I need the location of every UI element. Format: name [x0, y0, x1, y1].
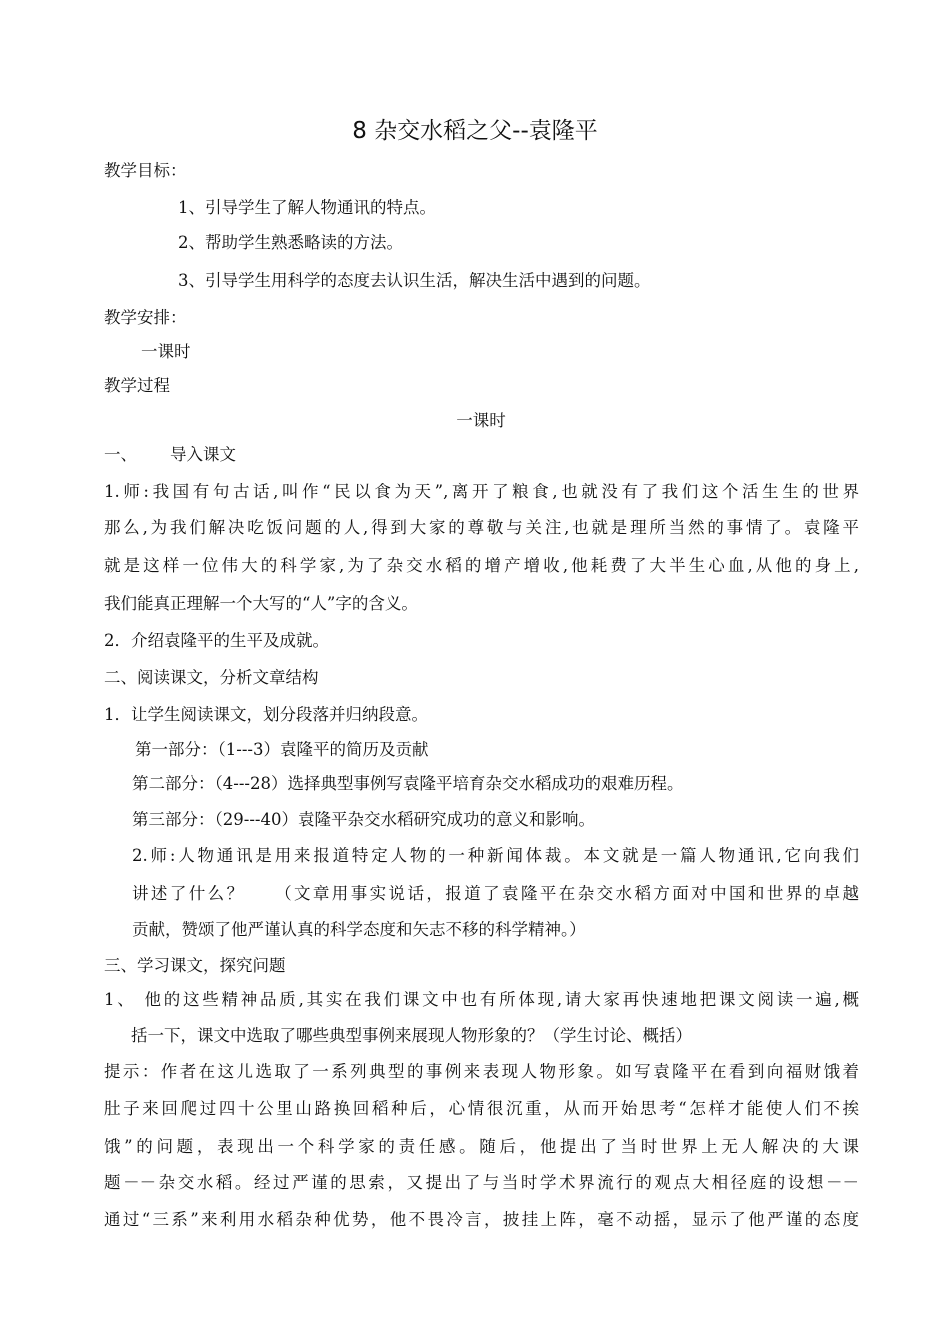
section2-item2-line: 讲述了什么？ （文章用事实说话，报道了袁隆平在杂交水稻方面对中国和世界的卓越	[132, 884, 859, 903]
section3-item1-line: 1、 他的这些精神品质,其实在我们课文中也有所体现,请大家再快速地把课文阅读一遍,概	[104, 990, 859, 1009]
section2-part: 第三部分：（29---40）袁隆平杂交水稻研究成功的意义和影响。	[132, 810, 595, 829]
section1-paragraph-line: 我们能真正理解一个大写的“人”字的含义。	[104, 594, 418, 613]
hint-line: 通过“三系”来利用水稻杂种优势，他不畏冷言，披挂上阵，毫不动摇，显示了他严谨的态度	[104, 1210, 859, 1229]
section2-item1: 1．让学生阅读课文，划分段落并归纳段意。	[104, 705, 428, 724]
section1-item2: 2．介绍袁隆平的生平及成就。	[104, 631, 329, 650]
objective-item: 1、引导学生了解人物通讯的特点。	[178, 198, 436, 217]
section2-heading: 二、阅读课文，分析文章结构	[104, 668, 319, 687]
section2-part: 第一部分：（1---3）袁隆平的简历及贡献	[135, 740, 429, 759]
document-title: 8 杂交水稻之父--袁隆平	[352, 118, 598, 144]
section1-paragraph-line: 1.师:我国有句古话,叫作“民以食为天”,离开了粮食,也就没有了我们这个活生生的世界	[104, 482, 859, 501]
arrangement-heading: 教学安排：	[104, 308, 187, 327]
lesson-label: 一课时	[456, 411, 506, 430]
section1-heading: 导入课文	[170, 445, 236, 464]
hint-line: 饿”的问题，表现出一个科学家的责任感。随后，他提出了当时世界上无人解决的大课	[104, 1137, 859, 1156]
objective-item: 2、帮助学生熟悉略读的方法。	[178, 233, 403, 252]
section3-item1-line: 括一下，课文中选取了哪些典型事例来展现人物形象的？（学生讨论、概括）	[131, 1026, 692, 1045]
arrangement-value: 一课时	[141, 342, 191, 361]
section2-part: 第二部分：（4---28）选择典型事例写袁隆平培育杂交水稻成功的艰难历程。	[132, 774, 684, 793]
hint-line: 提示：作者在这儿选取了一系列典型的事例来表现人物形象。如写袁隆平在看到向福财饿着	[104, 1062, 859, 1081]
process-heading: 教学过程	[104, 376, 170, 395]
hint-line: 题－－杂交水稻。经过严谨的思索，又提出了与当时学术界流行的观点大相径庭的设想－－	[104, 1173, 859, 1192]
objective-item: 3、引导学生用科学的态度去认识生活，解决生活中遇到的问题。	[178, 271, 651, 290]
section3-heading: 三、学习课文，探究问题	[104, 956, 286, 975]
section2-item2-line: 贡献，赞颂了他严谨认真的科学态度和矢志不移的科学精神。）	[132, 920, 586, 939]
section1-paragraph-line: 就是这样一位伟大的科学家,为了杂交水稻的增产增收,他耗费了大半生心血,从他的身上,	[104, 556, 859, 575]
objectives-heading: 教学目标：	[104, 161, 187, 180]
section1-paragraph-line: 那么,为我们解决吃饭问题的人,得到大家的尊敬与关注,也就是理所当然的事情了。袁隆平	[104, 518, 859, 537]
section1-number: 一、	[104, 445, 137, 464]
section2-item2-line: 2.师:人物通讯是用来报道特定人物的一种新闻体裁。本文就是一篇人物通讯,它向我们	[132, 846, 859, 865]
hint-line: 肚子来回爬过四十公里山路换回稻种后，心情很沉重，从而开始思考“怎样才能使人们不挨	[104, 1099, 859, 1118]
